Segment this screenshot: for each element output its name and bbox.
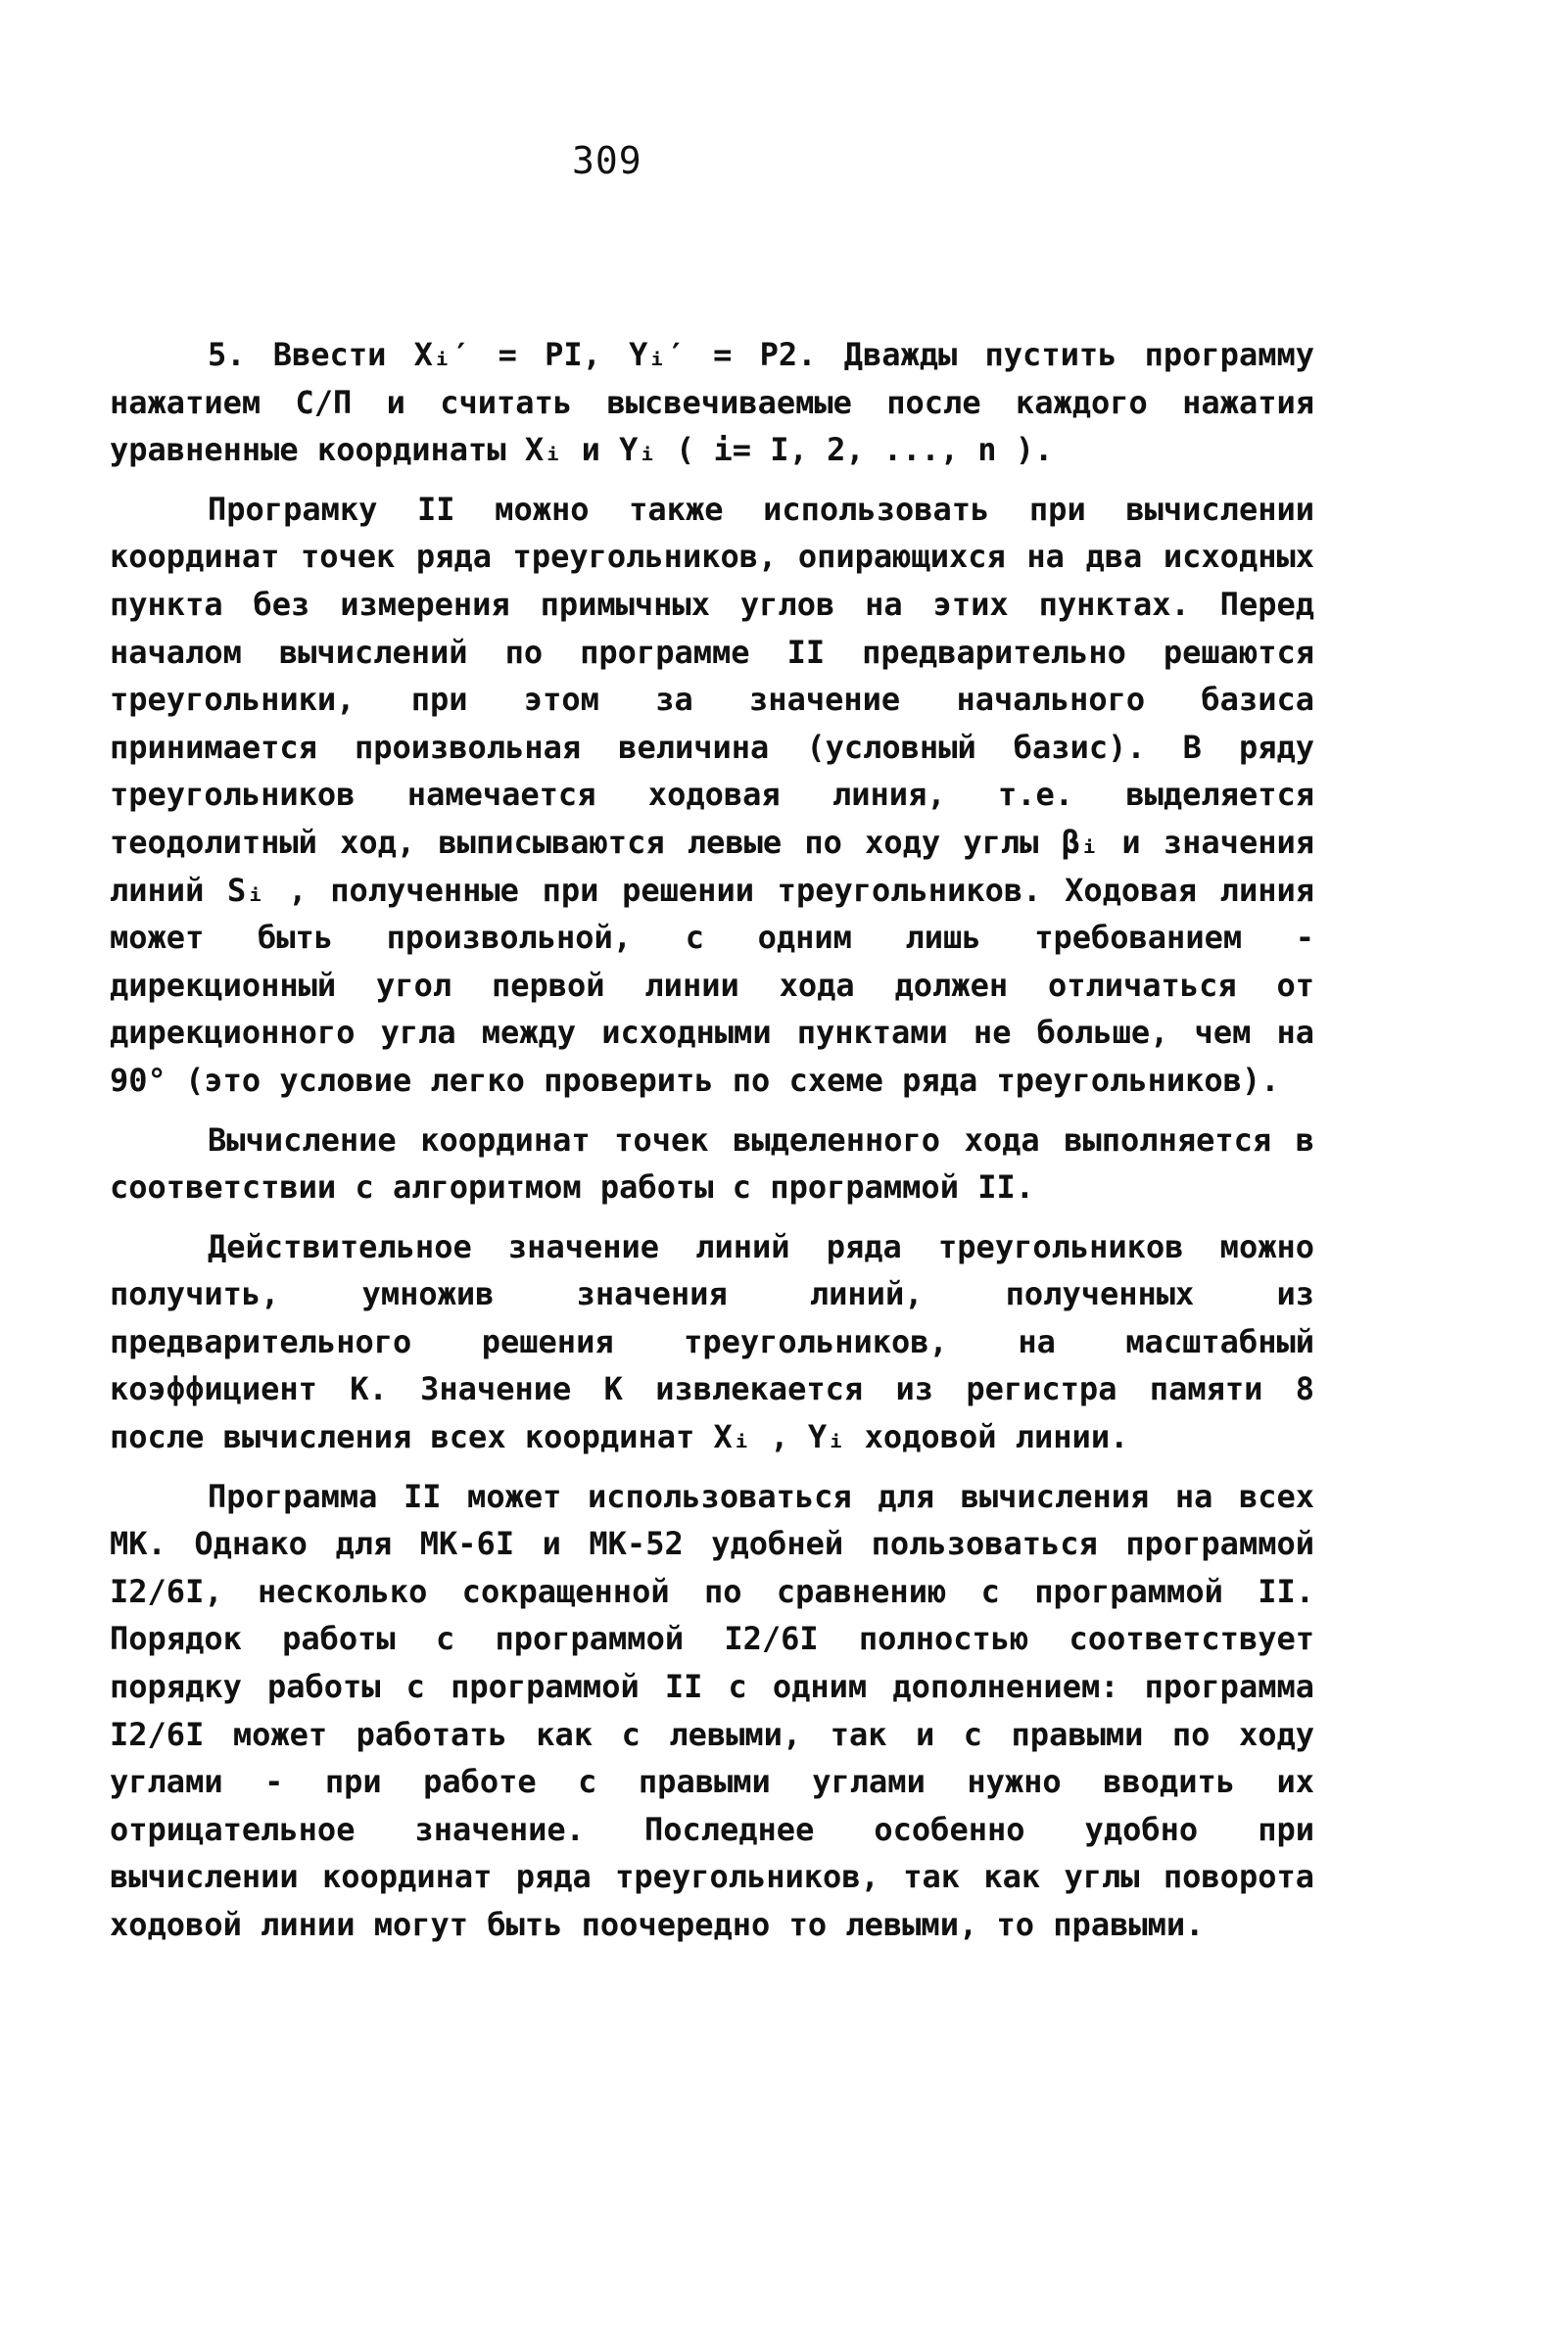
paragraph-step-5: 5. Ввести Xᵢ′ = PI, Yᵢ′ = P2. Дважды пустить программу нажатием С/П и считать высвечиваемые после каждого нажатия уравненные координаты Xᵢ и Yᵢ ( i= I, 2, ..., n ). <box>110 336 1314 469</box>
paragraph-scale-coefficient: Действительное значение линий ряда треугольников можно получить, умножив значения линий, полученных из предварительного решения треугольников, на масштабный коэффициент K. Значение K извлекается из регистра памяти 8 после вычисления всех координат Xᵢ , Yᵢ ходовой линии. <box>110 1227 1314 1456</box>
paragraph-program-usage: Программа II может использоваться для вычисления на всех МК. Однако для МК-6I и МК-52 удобней пользоваться программой I2/6I, несколько сокращенной по сравнению с программой II. Порядок работы с программой I2/6I полностью соответствует порядку работы с программой II с одним дополнением: программа I2/6I может работать как с левыми, так и с правыми по ходу углами - при работе с правыми углами нужно вводить их отрицательное значение. Последнее особенно удобно при вычислении координат ряда треугольников, так как углы поворота ходовой линии могут быть поочередно то левыми, то правыми. <box>110 1477 1314 1943</box>
page-number: 309 <box>572 139 642 182</box>
body-text <box>110 331 1314 1949</box>
paragraph-coordinates-calculation: Вычисление координат точек выделенного хода выполняется в соответствии с алгоритмом работы с программой II. <box>110 1120 1314 1207</box>
paragraph-triangle-series: Програмку II можно также использовать при вычислении координат точек ряда треугольников, опирающихся на два исходных пункта без измерения примычных углов на этих пунктах. Перед началом вычислений по программе II предварительно решаются треугольники, при этом за значение начального базиса принимается произвольная величина (условный базис). В ряду треугольников намечается ходовая линия, т.е. выделяется теодолитный ход, выписываются левые по ходу углы βᵢ и значения линий Sᵢ , полученные при решении треугольников. Ходовая линия может быть произвольной, с одним лишь требованием - дирекционный угол первой линии хода должен отличаться от дирекционного угла между исходными пунктами не больше, чем на 90° (это условие легко проверить по схеме ряда треугольников). <box>110 490 1314 1099</box>
